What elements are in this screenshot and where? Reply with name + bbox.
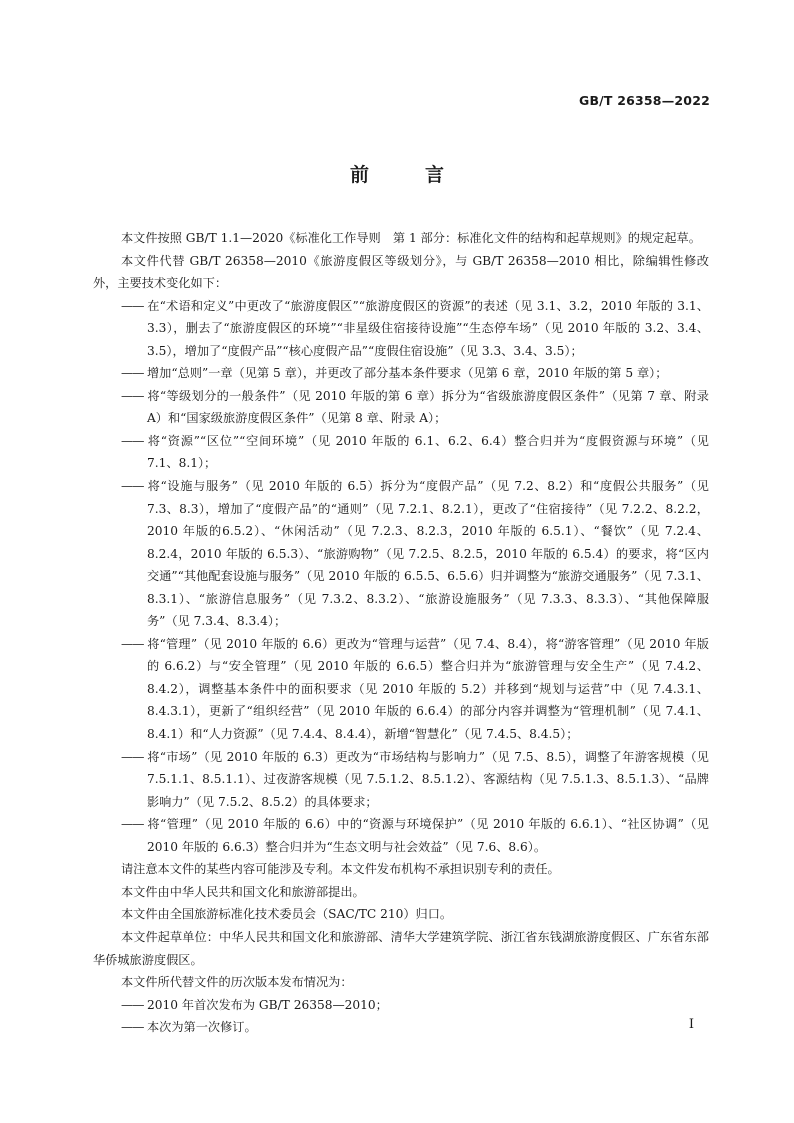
dash-marker: —— (121, 1020, 144, 1035)
paragraph-committee: 本文件由全国旅游标准化技术委员会（SAC/TC 210）归口。 (121, 907, 453, 922)
change-text: 将“等级划分的一般条件”（见 2010 年版的第 6 章）拆分为“省级旅游度假区条件”（见第 7 章、附录 A）和“国家级旅游度假区条件”（见第 8 章、附录 A）； (147, 388, 709, 426)
change-text: 将“管理”（见 2010 年版的 6.6）更改为“管理与运营”（见 7.4、8.4），将“游客管理”（见 2010 年版的 6.6.2）与“安全管理”（见 2010 年版的 6.6.5）整合归并为“旅游管理与安全生产”（见 7.4.2、8.4.2），调整基本条件中的面积要求（见 2010 年版的 5.2）并移到“规划与运营”中（见 7.4.3.1、8.4.3.1），更新了“组织经营”（见 2010 年版的 6.6.4）的部分内容并调整为“管理机制”（见 7.4.1、8.4.1）和“人力资源”（见 7.4.4、8.4.4），新增“智慧化”（见 7.4.5、8.4.5）； (147, 636, 709, 742)
change-text: 将“资源”“区位”“空间环境”（见 2010 年版的 6.1、6.2、6.4）整合归并为“度假资源与环境”（见 7.1、8.1）； (147, 433, 709, 471)
change-text: 将“市场”（见 2010 年版的 6.3）更改为“市场结构与影响力”（见 7.5、8.5），调整了年游客规模（见 7.5.1.1、8.5.1.1）、过夜游客规模（见 7.5.1.2、8.5.1.2）、客源结构（见 7.5.1.3、8.5.1.3）、“品牌影响力”（见 7.5.2、8.5.2）的具体要求； (147, 749, 709, 809)
dash-marker: —— (121, 997, 144, 1012)
change-item (93, 295, 709, 363)
paragraph-proposer: 本文件由中华人民共和国文化和旅游部提出。 (121, 884, 365, 899)
page-number: I (688, 1017, 694, 1032)
change-item (93, 633, 709, 746)
dash-marker: —— (121, 366, 144, 381)
title-char-2: 言 (425, 164, 445, 186)
paragraph-history-intro: 本文件所代替文件的历次版本发布情况为： (121, 975, 353, 990)
document-body (93, 227, 709, 1039)
dash-marker: —— (121, 388, 144, 403)
change-text: 将“设施与服务”（见 2010 年版的 6.5）拆分为“度假产品”（见 7.2、8.2）和“度假公共服务”（见 7.3、8.3），增加了“度假产品”的“通则”（见 7.2.1、8.2.1），更改了“住宿接待”（见 7.2.2、8.2.2，2010 年版的6.5.2）、“休闲活动”（见 7.2.3、8.2.3，2010 年版的 6.5.1）、“餐饮”（见 7.2.4、8.2.4，2010 年版的 6.5.3）、“旅游购物”（见 7.2.5、8.2.5，2010 年版的 6.5.4）的要求，将“区内交通”“其他配套设施与服务”（见 2010 年版的 6.5.5、6.5.6）归并调整为“旅游交通服务”（见 7.3.1、8.3.1）、“旅游信息服务”（见 7.3.2、8.3.2）、“旅游设施服务”（见 7.3.3、8.3.3）、“其他保障服务”（见 7.3.4、8.3.4）； (147, 479, 709, 629)
page-title (0, 160, 794, 187)
history-text: 本次为第一次修订。 (147, 1020, 257, 1035)
paragraph-drafting-units: 本文件起草单位：中华人民共和国文化和旅游部、清华大学建筑学院、浙江省东钱湖旅游度假区、广东省东部华侨城旅游度假区。 (93, 929, 709, 967)
change-text: 将“管理”（见 2010 年版的 6.6）中的“资源与环境保护”（见 2010 年版的 6.6.1）、“社区协调”（见 2010 年版的 6.6.3）整合归并为“生态文明与社会效益”（见 7.6、8.6）。 (147, 817, 709, 854)
dash-marker: —— (121, 433, 144, 448)
history-text: 2010 年首次发布为 GB/T 26358—2010； (147, 997, 388, 1012)
change-text: 在“术语和定义”中更改了“旅游度假区”“旅游度假区的资源”的表述（见 3.1、3.2，2010 年版的 3.1、3.3），删去了“旅游度假区的环境”“非星级住宿接待设施”“生态停车场”（见 2010 年版的 3.2、3.4、3.5），增加了“度假产品”“核心度假产品”“度假住宿设施”（见 3.3、3.4、3.5）； (147, 298, 709, 358)
dash-marker: —— (121, 636, 144, 651)
dash-marker: —— (121, 749, 144, 764)
title-char-1: 前 (349, 164, 369, 186)
change-item (93, 385, 709, 430)
dash-marker: —— (121, 479, 144, 494)
dash-marker: —— (121, 817, 144, 832)
paragraph-replacement: 本文件代替 GB/T 26358—2010《旅游度假区等级划分》，与 GB/T 26358—2010 相比，除编辑性修改外，主要技术变化如下： (93, 253, 709, 291)
change-item (93, 475, 709, 633)
change-item (93, 746, 709, 814)
change-item (93, 813, 709, 858)
standard-number: GB/T 26358—2022 (578, 93, 710, 108)
change-text: 增加“总则”一章（见第 5 章），并更改了部分基本条件要求（见第 6 章，2010 年版的第 5 章）； (147, 366, 668, 381)
dash-marker: —— (121, 298, 144, 313)
paragraph-patent-notice: 请注意本文件的某些内容可能涉及专利。本文件发布机构不承担识别专利的责任。 (121, 862, 560, 877)
paragraph-drafting-rules: 本文件按照 GB/T 1.1—2020《标准化工作导则 第 1 部分：标准化文件的结构和起草规则》的规定起草。 (121, 231, 701, 245)
history-item (93, 994, 709, 1017)
history-item (93, 1016, 709, 1039)
change-item (93, 430, 709, 475)
change-item (93, 362, 709, 385)
